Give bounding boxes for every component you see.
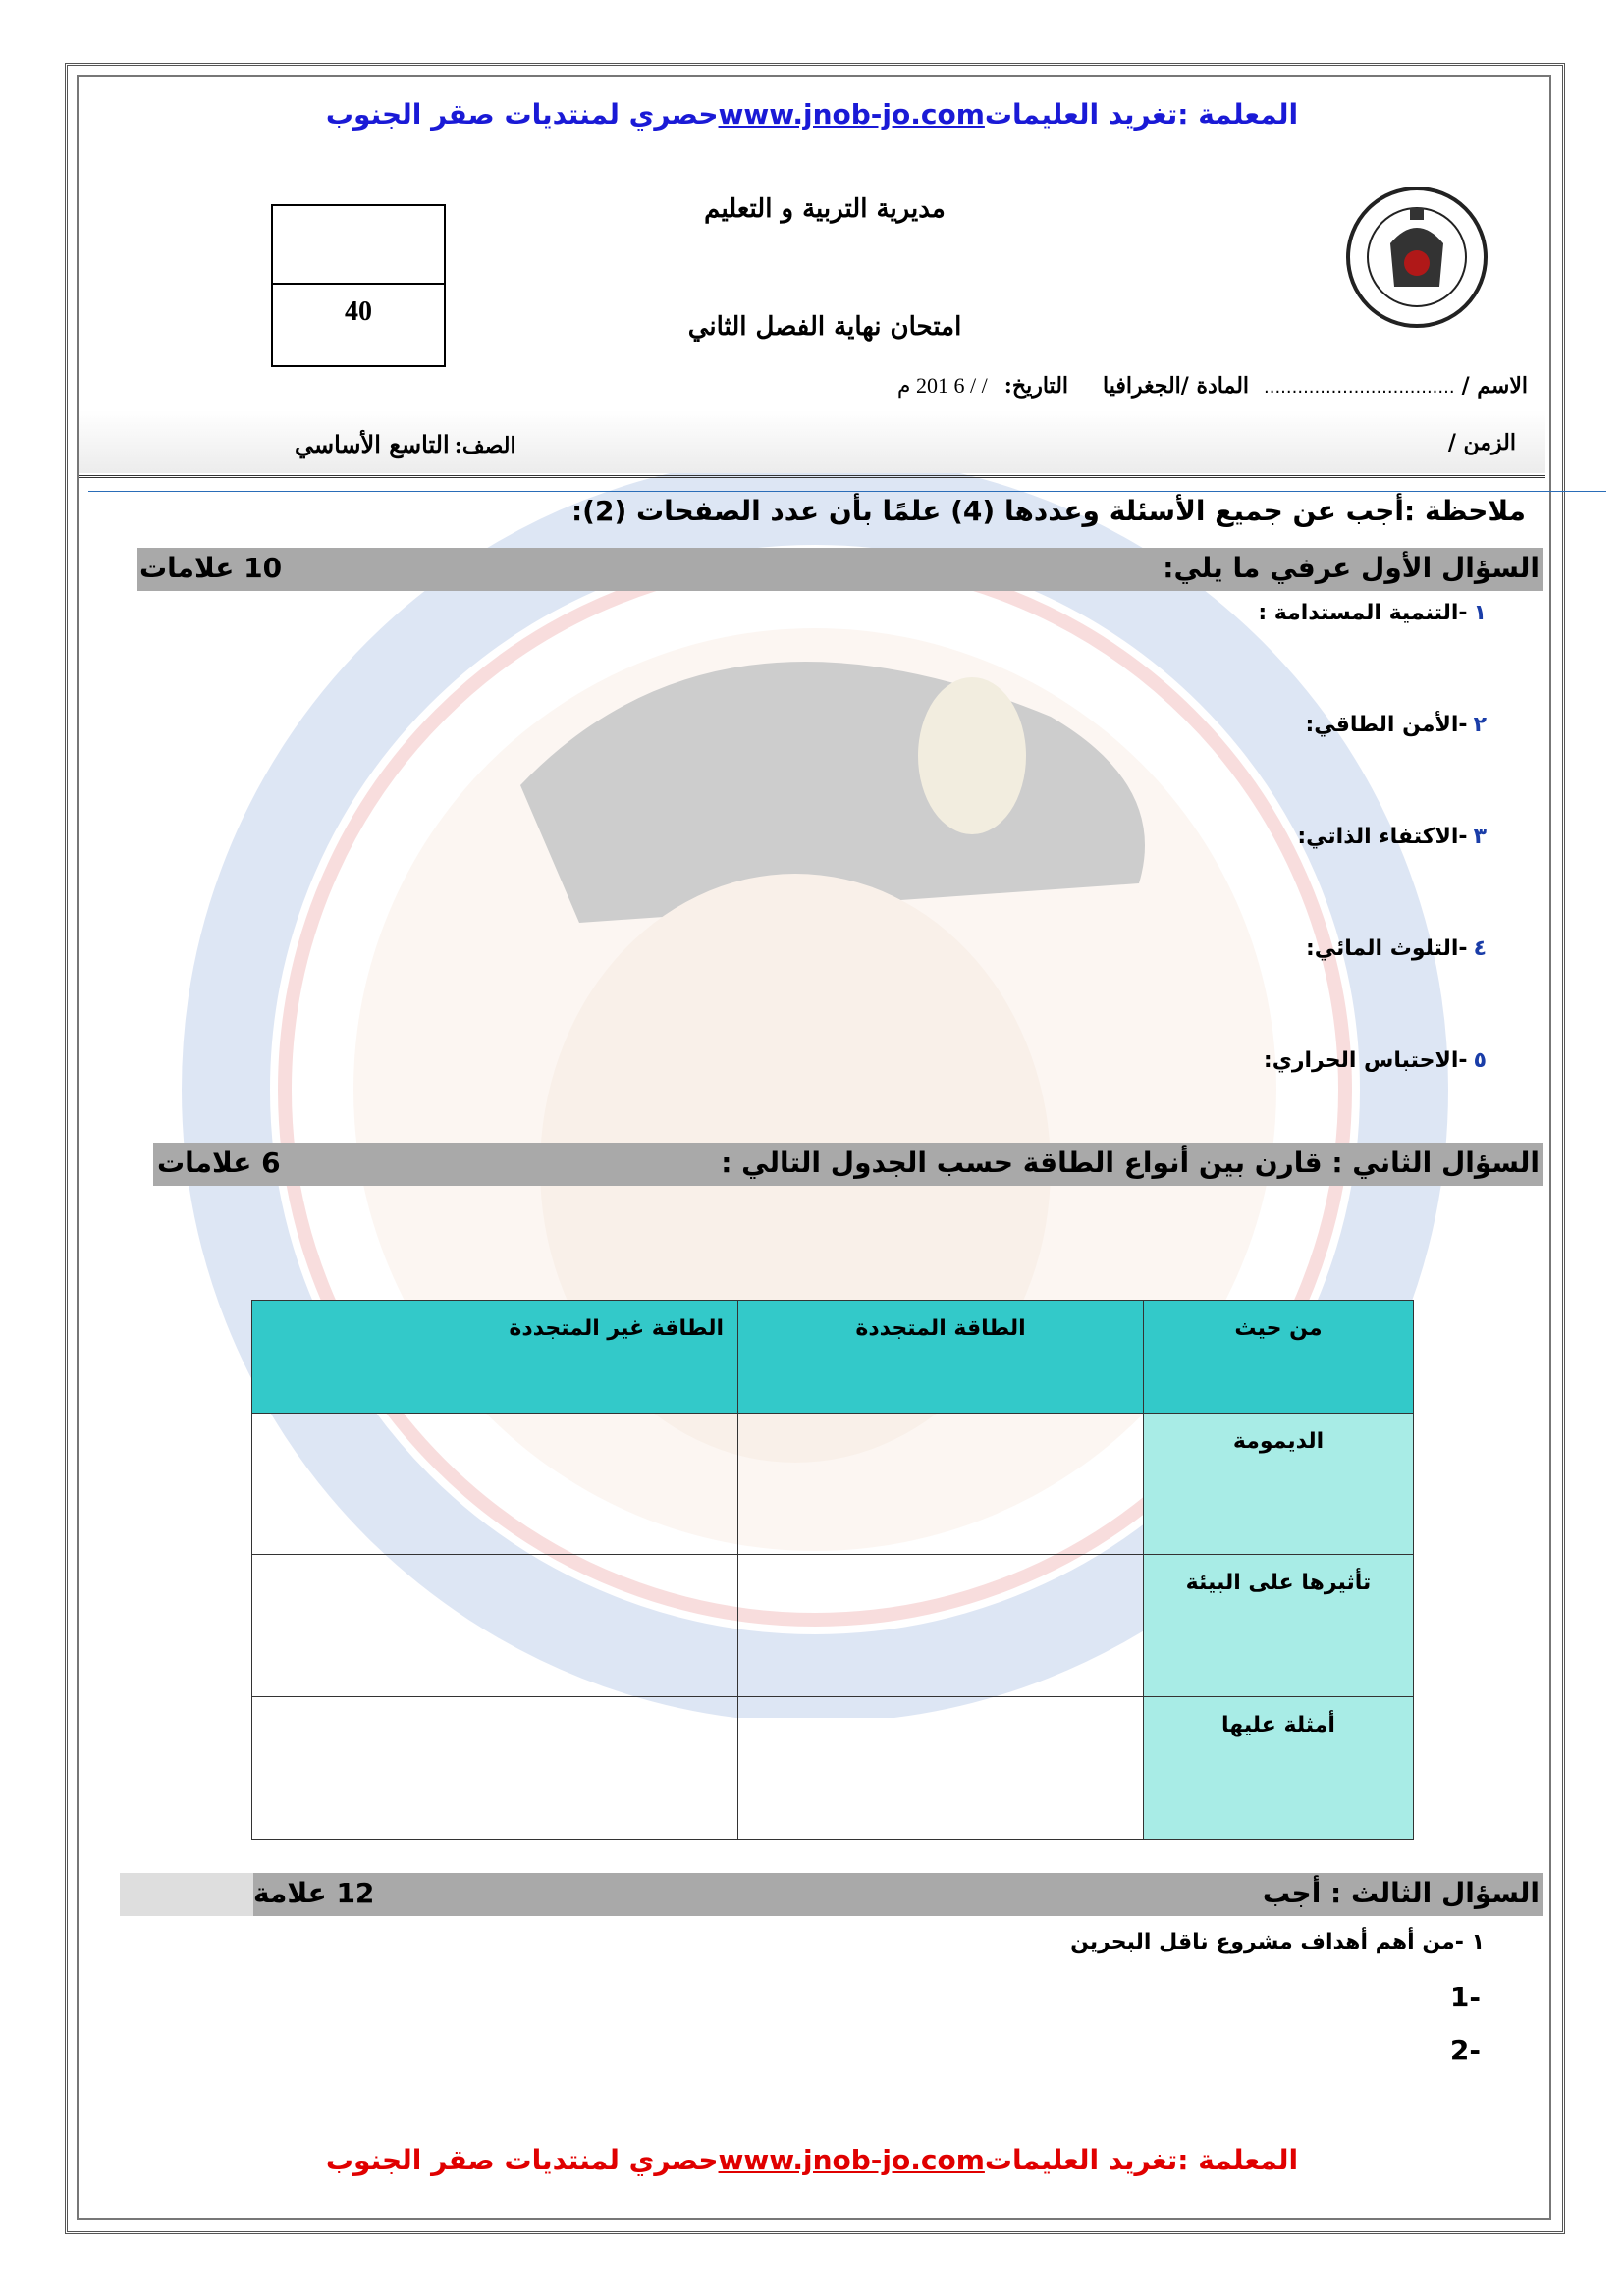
table-header-row [252, 1301, 1414, 1414]
answer-cell[interactable] [252, 1697, 738, 1840]
answer-cell[interactable] [252, 1555, 738, 1697]
q1-marks-number: 10 [244, 552, 283, 584]
name-subject-date-row [897, 373, 1528, 399]
q1-item-number: ٣ [1473, 825, 1487, 849]
forum-credit: حصري لمنتديات صقر الجنوب [325, 2144, 719, 2176]
score-divider [273, 283, 444, 285]
table-row [252, 1413, 1414, 1555]
name-field[interactable]: .................................. [1264, 377, 1455, 398]
q1-item [1305, 713, 1487, 737]
name-label: الاسم / [1461, 373, 1528, 399]
q3-title: السؤال الثالث : أجب [1262, 1877, 1540, 1909]
footer-credit-line [0, 2144, 1624, 2176]
table-row-label: تأثيرها على البيئة [1144, 1555, 1414, 1697]
subject-label: المادة /الجغرافيا [1103, 373, 1250, 399]
exam-title: امتحان نهاية الفصل الثاني [687, 312, 962, 342]
q3-marks-number: 12 [336, 1877, 375, 1909]
teacher-credit: المعلمة :تغريد العليمات [984, 2144, 1299, 2176]
q1-title: السؤال الأول عرفي ما يلي: [1163, 552, 1540, 584]
table-header-aspect: من حيث [1144, 1301, 1414, 1414]
date-label: التاريخ: [1003, 373, 1069, 399]
q2-marks-word: علامات [157, 1147, 252, 1179]
blue-rule [88, 491, 1606, 492]
q1-item [1264, 1048, 1487, 1073]
q1-item [1297, 825, 1487, 849]
grade-value: التاسع الأساسي [295, 430, 450, 458]
score-total: 40 [345, 296, 372, 327]
directorate-title: مديرية التربية و التعليم [704, 194, 946, 224]
answer-cell[interactable] [738, 1555, 1144, 1697]
site-link[interactable]: www.jnob-jo.com [718, 2144, 985, 2176]
q1-item [1306, 936, 1487, 961]
q1-item-number: ٤ [1473, 936, 1487, 961]
q2-marks [157, 1147, 281, 1179]
site-link[interactable]: www.jnob-jo.com [718, 98, 985, 131]
header-credit-line [0, 98, 1624, 131]
table-row [252, 1555, 1414, 1697]
forum-credit: حصري لمنتديات صقر الجنوب [325, 98, 719, 131]
q1-item [1258, 601, 1487, 625]
grade-label: الصف: [454, 433, 516, 458]
q3-marks-word: علامة [253, 1877, 327, 1909]
exam-note: ملاحظة :أجب عن جميع الأسئلة وعددها (4) علمًا بأن عدد الصفحات (2): [570, 495, 1526, 527]
header-rule [79, 475, 1545, 478]
date-value: / / 6 201 م [896, 373, 988, 398]
q1-item-number: ١ [1473, 601, 1487, 625]
q1-item-number: ٥ [1473, 1048, 1487, 1073]
answer-cell[interactable] [738, 1697, 1144, 1840]
q1-item-text: -التنمية المستدامة : [1258, 601, 1468, 625]
q1-item-text: -الاكتفاء الذاتي: [1297, 825, 1468, 849]
q3-answer-line: -1 [1449, 1981, 1481, 2013]
answer-cell[interactable] [738, 1413, 1144, 1555]
q1-marks-word: علامات [139, 552, 235, 584]
q3-answer-line: -2 [1449, 2034, 1481, 2066]
q3-subquestion: ١ -من أهم أهداف مشروع ناقل البحرين [1070, 1930, 1485, 1954]
q3-marks [253, 1877, 374, 1909]
q1-marks [139, 552, 282, 584]
table-header-renewable: الطاقة المتجددة [738, 1301, 1144, 1414]
time-label: الزمن / [1447, 430, 1516, 455]
answer-cell[interactable] [252, 1413, 738, 1555]
q2-title: السؤال الثاني : قارن بين أنواع الطاقة حسب الجدول التالي : [721, 1147, 1540, 1179]
grade-row [295, 430, 516, 458]
table-row-label: الديمومة [1144, 1413, 1414, 1555]
table-row-label: أمثلة عليها [1144, 1697, 1414, 1840]
teacher-credit: المعلمة :تغريد العليمات [984, 98, 1299, 131]
q2-marks-number: 6 [261, 1147, 281, 1179]
energy-comparison-table [251, 1300, 1414, 1840]
table-header-nonrenewable: الطاقة غير المتجددة [252, 1301, 738, 1414]
score-box [271, 204, 446, 367]
table-row [252, 1697, 1414, 1840]
q1-item-number: ٢ [1473, 713, 1487, 737]
q1-item-text: -الأمن الطاقي: [1305, 713, 1468, 737]
jordan-education-emblem-icon [1333, 185, 1500, 330]
q1-item-text: -الاحتباس الحراري: [1263, 1048, 1468, 1073]
q1-item-text: -التلوث المائي: [1305, 936, 1468, 961]
